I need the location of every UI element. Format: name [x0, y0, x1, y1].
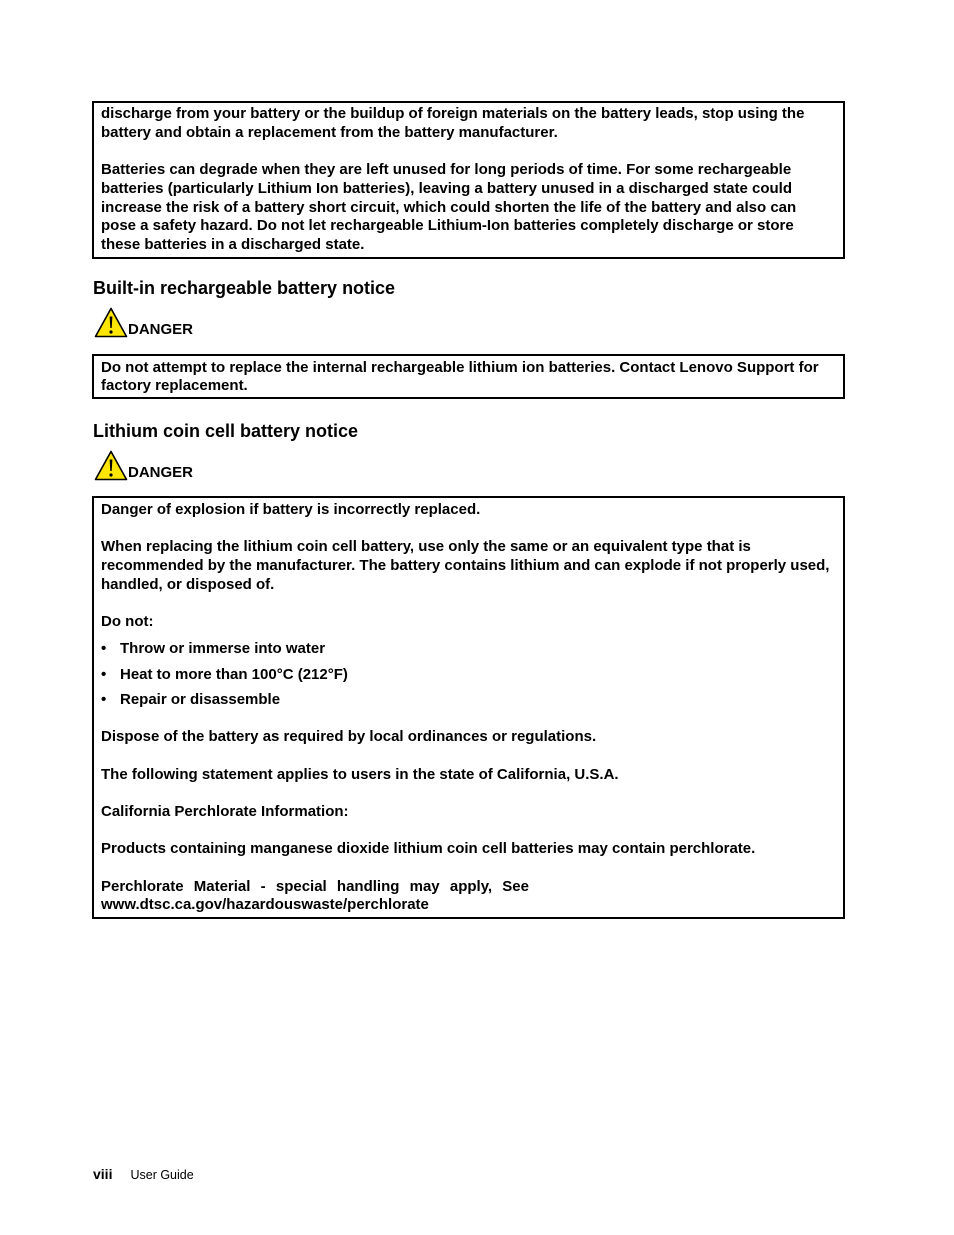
document-title: User Guide [130, 1168, 194, 1182]
battery-notice-box-continued [92, 101, 845, 259]
danger-label-group-1 [94, 304, 193, 338]
danger-label-group-2 [94, 447, 193, 481]
danger-label: DANGER [128, 464, 194, 481]
disposal-text: Dispose of the battery as required by local ordinances or regulations. [101, 728, 597, 746]
list-item: • Repair or disassemble [101, 691, 831, 710]
coin-cell-battery-heading: Lithium coin cell battery notice [93, 421, 359, 441]
builtin-battery-danger-text: Do not attempt to replace the internal rechargeable lithium ion batteries. Contact Lenovo Support for factory replacement. [101, 359, 819, 394]
builtin-battery-danger-box [92, 354, 845, 399]
list-item: • Throw or immerse into water [101, 640, 831, 659]
perchlorate-products-text: Products containing manganese dioxide lithium coin cell batteries may contain perchlorate. [101, 840, 756, 858]
warning-triangle-icon [94, 450, 128, 481]
danger-label: DANGER [128, 321, 194, 338]
builtin-battery-heading: Built-in rechargeable battery notice [93, 278, 396, 298]
list-item: • Heat to more than 100°C (212°F) [101, 666, 831, 685]
perchlorate-info-title: California Perchlorate Information: [101, 803, 349, 821]
replacement-instructions-text: When replacing the lithium coin cell battery, use only the same or an equivalent type that is recommended by the manufacturer. The battery contains lithium and can explode if not properly used, handled, or disposed of. [101, 538, 830, 593]
california-statement-text: The following statement applies to users in the state of California, U.S.A. [101, 765, 619, 783]
page-footer [93, 1166, 194, 1182]
perchlorate-material-text [101, 878, 831, 916]
battery-degrade-text: Batteries can degrade when they are left unused for long periods of time. For some rechargeable batteries (particularly Lithium Ion batteries), leaving a battery unused in a discharged state could increase the risk of a battery short circuit, which could shorten the life of the battery and also can pose a safety hazard. Do not let rechargeable Lithium-Ion batteries completely discharge or store these batteries in a discharged state. [101, 161, 797, 254]
warning-triangle-icon [94, 307, 128, 338]
explosion-warning-text: Danger of explosion if battery is incorrectly replaced. [101, 501, 481, 518]
perchlorate-handling-line: Perchlorate Material - special handling may apply, See [101, 877, 529, 895]
do-not-list [101, 640, 831, 710]
coin-cell-danger-box [92, 496, 845, 919]
perchlorate-url-text: www.dtsc.ca.gov/hazardouswaste/perchlorate [101, 896, 429, 914]
do-not-label: Do not: [101, 613, 154, 631]
battery-discharge-text: discharge from your battery or the buildup of foreign materials on the battery leads, stop using the battery and obtain a replacement from the battery manufacturer. [101, 105, 805, 141]
page-number: viii [93, 1166, 113, 1182]
